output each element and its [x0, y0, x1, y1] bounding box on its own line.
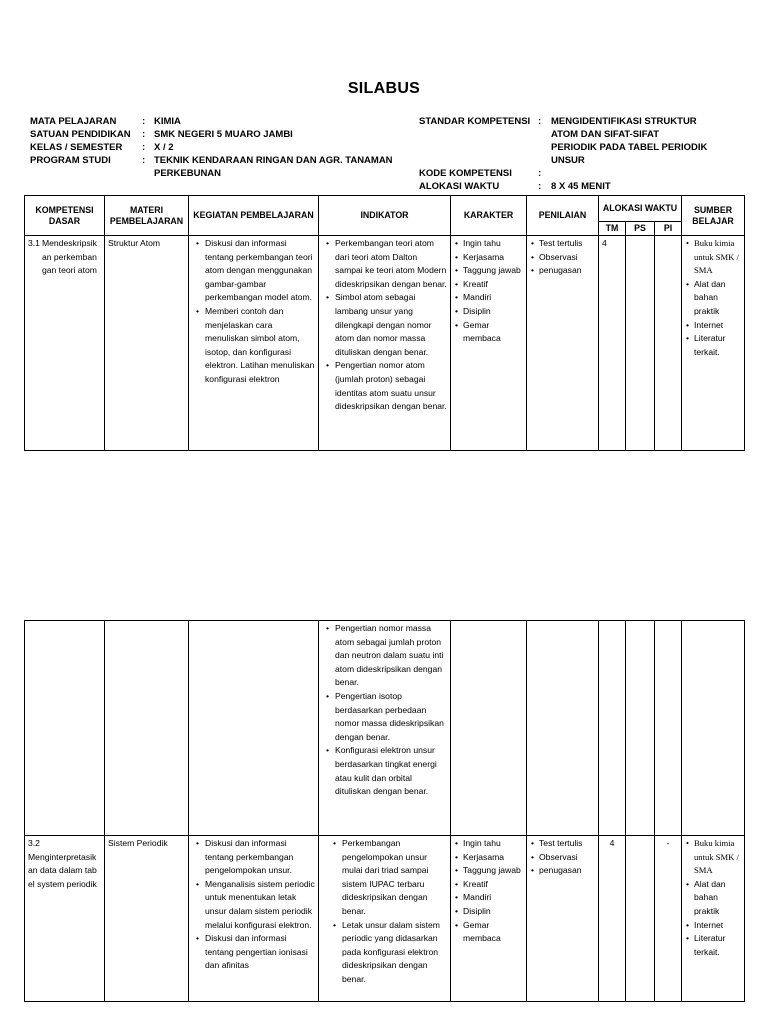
table-header-row [25, 196, 745, 222]
list-item: • Diskusi dan informasi tentang pengertian ionisasi dan afinitas [205, 932, 315, 973]
header-label: SATUAN PENDIDIKAN [30, 129, 131, 140]
header-label: STANDAR KOMPETENSI [419, 116, 531, 127]
header-label: KODE KOMPETENSI [419, 168, 512, 179]
cell-sumber [682, 236, 745, 451]
list-item: • Memberi contoh dan menjelaskan cara menuliskan simbol atom, isotop, dan konfigurasi elektron. Latihan menuliskan konfigurasi elektron [205, 305, 315, 387]
header-separator: : [142, 155, 146, 166]
list-item: • Test tertulis [539, 837, 595, 851]
list-item: • Perkembangan teori atom dari teori atom Dalton sampai ke teori atom Modern dideskripsikan dengan benar. [335, 237, 447, 291]
header-value: PERKEBUNAN [154, 168, 222, 179]
header-satuan-pendidikan [30, 128, 410, 141]
col-sumber-header: SUMBER BELAJAR [682, 196, 745, 236]
col-penilaian-header: PENILAIAN [527, 196, 599, 236]
header-separator: : [538, 168, 542, 179]
cell-kompetensi [25, 236, 105, 451]
list-item: • penugasan [539, 864, 595, 878]
list-item: • Ingin tahu [463, 837, 523, 851]
cell-tm: 4 [599, 836, 626, 1002]
list-item: • Gemar membaca [463, 919, 523, 946]
header-standar-line [419, 128, 749, 141]
table-row [25, 236, 745, 451]
col-alokasi-header: ALOKASI WAKTU [599, 196, 682, 222]
cell-indikator [319, 236, 451, 451]
header-value: PERIODIK PADA TABEL PERIODIK [551, 142, 708, 153]
kompetensi-text: Menginterpretasikan data dalam tabel system periodik [28, 851, 97, 889]
header-label: KELAS / SEMESTER [30, 142, 123, 153]
col-tm-header: TM [599, 222, 626, 236]
header-value: MENGIDENTIFIKASI STRUKTUR [551, 116, 697, 127]
header-left [30, 115, 410, 180]
cell-penilaian [527, 236, 599, 451]
header-mata-pelajaran [30, 115, 410, 128]
list-item: • Perkembangan pengelompokan unsur mulai dari triad sampai sistem IUPAC terbaru dideskripsikan dengan benar. [342, 837, 447, 919]
list-item: • Letak unsur dalam sistem periodic yang didasarkan pada konfigurasi elektron dideskripsikan dengan benar. [342, 919, 447, 987]
header-value: SMK NEGERI 5 MUARO JAMBI [154, 129, 293, 140]
list-item: • Disiplin [463, 905, 523, 919]
list-item: • Simbol atom sebagai lambang unsur yang dilengkapi dengan nomor atom dan nomor massa dituliskan dengan benar. [335, 291, 447, 359]
col-ps-header: PS [626, 222, 655, 236]
list-item: • Internet [694, 919, 741, 933]
cell-pi [655, 621, 682, 836]
cell-materi: Struktur Atom [105, 236, 189, 451]
table-row [25, 836, 745, 1002]
cell-ps [626, 836, 655, 1002]
header-label: PROGRAM STUDI [30, 155, 111, 166]
col-kegiatan-header: KEGIATAN PEMBELAJARAN [189, 196, 319, 236]
header-value: ATOM DAN SIFAT-SIFAT [551, 129, 660, 140]
list-item: • Pengertian nomor massa atom sebagai jumlah proton dan neutron dalam suatu inti atom dideskripsikan dengan benar. [335, 622, 447, 690]
list-item: • Alat dan bahan praktik [694, 278, 741, 319]
cell-materi: Sistem Periodik [105, 836, 189, 1002]
cell-indikator [319, 836, 451, 1002]
list-item: • Internet [694, 319, 741, 333]
list-item: • Literatur terkait. [694, 332, 741, 359]
cell-penilaian [527, 836, 599, 1002]
header-value: KIMIA [154, 116, 181, 127]
list-item: • Diskusi dan informasi tentang perkembangan pengelompokan unsur. [205, 837, 315, 878]
list-item: • penugasan [539, 264, 595, 278]
cell-ps [626, 236, 655, 451]
header-alokasi-waktu [419, 180, 749, 193]
header-kelas-semester [30, 141, 410, 154]
list-item: • Buku kimia untuk SMK / SMA [694, 237, 741, 278]
col-kompetensi-header: KOMPETENSI DASAR [25, 196, 105, 236]
list-item: • Gemar membaca [463, 319, 523, 346]
list-item: • Test tertulis [539, 237, 595, 251]
kompetensi-number: 3.1 [28, 238, 40, 248]
cell-tm: 4 [599, 236, 626, 451]
list-item: • Buku kimia untuk SMK / SMA [694, 837, 741, 878]
col-materi-header: MATERI PEMBELAJARAN [105, 196, 189, 236]
list-item: • Mandiri [463, 891, 523, 905]
kompetensi-text: Mendeskripsikan perkembangan teori atom [41, 238, 97, 276]
list-item: • Alat dan bahan praktik [694, 878, 741, 919]
list-item: • Disiplin [463, 305, 523, 319]
header-program-studi [30, 154, 410, 167]
cell-tm [599, 621, 626, 836]
list-item: • Kreatif [463, 878, 523, 892]
header-program-studi-cont [30, 167, 410, 180]
cell-sumber [682, 836, 745, 1002]
cell-karakter [451, 836, 527, 1002]
list-item: • Taggung jawab [463, 864, 523, 878]
header-separator: : [142, 116, 146, 127]
col-karakter-header: KARAKTER [451, 196, 527, 236]
cell-kegiatan [189, 236, 319, 451]
cell-kegiatan [189, 621, 319, 836]
header-label: MATA PELAJARAN [30, 116, 117, 127]
cell-pi: - [655, 836, 682, 1002]
header-kode-kompetensi [419, 167, 749, 180]
cell-kegiatan [189, 836, 319, 1002]
header-right [419, 115, 749, 193]
cell-kompetensi [25, 836, 105, 1002]
cell-sumber [682, 621, 745, 836]
list-item: • Ingin tahu [463, 237, 523, 251]
col-indikator-header: INDIKATOR [319, 196, 451, 236]
document-title: SILABUS [347, 80, 421, 97]
list-item: • Taggung jawab [463, 264, 523, 278]
cell-kompetensi [25, 621, 105, 836]
syllabus-table-2 [24, 620, 745, 1002]
list-item: • Mandiri [463, 291, 523, 305]
list-item: • Diskusi dan informasi tentang perkembangan teori atom dengan menggunakan gambar-gambar perkembangan model atom. [205, 237, 315, 305]
list-item: • Kerjasama [463, 251, 523, 265]
header-standar-line [419, 154, 749, 167]
list-item: • Kerjasama [463, 851, 523, 865]
list-item: • Observasi [539, 251, 595, 265]
cell-penilaian [527, 621, 599, 836]
cell-pi [655, 236, 682, 451]
table-row [25, 621, 745, 836]
header-standar-kompetensi [419, 115, 749, 128]
header-value: TEKNIK KENDARAAN RINGAN DAN AGR. TANAMAN [154, 155, 393, 166]
header-value: UNSUR [551, 155, 585, 166]
cell-indikator [319, 621, 451, 836]
header-separator: : [142, 142, 146, 153]
header-value: 8 X 45 MENIT [551, 181, 611, 192]
cell-materi [105, 621, 189, 836]
header-label: ALOKASI WAKTU [419, 181, 500, 192]
header-separator: : [538, 116, 542, 127]
list-item: • Konfigurasi elektron unsur berdasarkan tingkat energi atau kulit dan orbital dituliskan dengan benar. [335, 744, 447, 798]
header-value: X / 2 [154, 142, 174, 153]
list-item: • Kreatif [463, 278, 523, 292]
cell-karakter [451, 621, 527, 836]
syllabus-table-1 [24, 195, 745, 451]
list-item: • Pengertian isotop berdasarkan perbedaan nomor massa dideskripsikan dengan benar. [335, 690, 447, 744]
cell-karakter [451, 236, 527, 451]
header-separator: : [538, 181, 542, 192]
list-item: • Literatur terkait. [694, 932, 741, 959]
list-item: • Observasi [539, 851, 595, 865]
kompetensi-number: 3.2 [28, 838, 40, 848]
header-separator: : [142, 129, 146, 140]
header-standar-line [419, 141, 749, 154]
col-pi-header: PI [655, 222, 682, 236]
cell-ps [626, 621, 655, 836]
list-item: • Menganalisis sistem periodic untuk menentukan letak unsur dalam sistem periodik melalui konfigurasi elektron. [205, 878, 315, 932]
list-item: • Pengertian nomor atom (jumlah proton) sebagai identitas atom suatu unsur dideskripsikan dengan benar. [335, 359, 447, 413]
